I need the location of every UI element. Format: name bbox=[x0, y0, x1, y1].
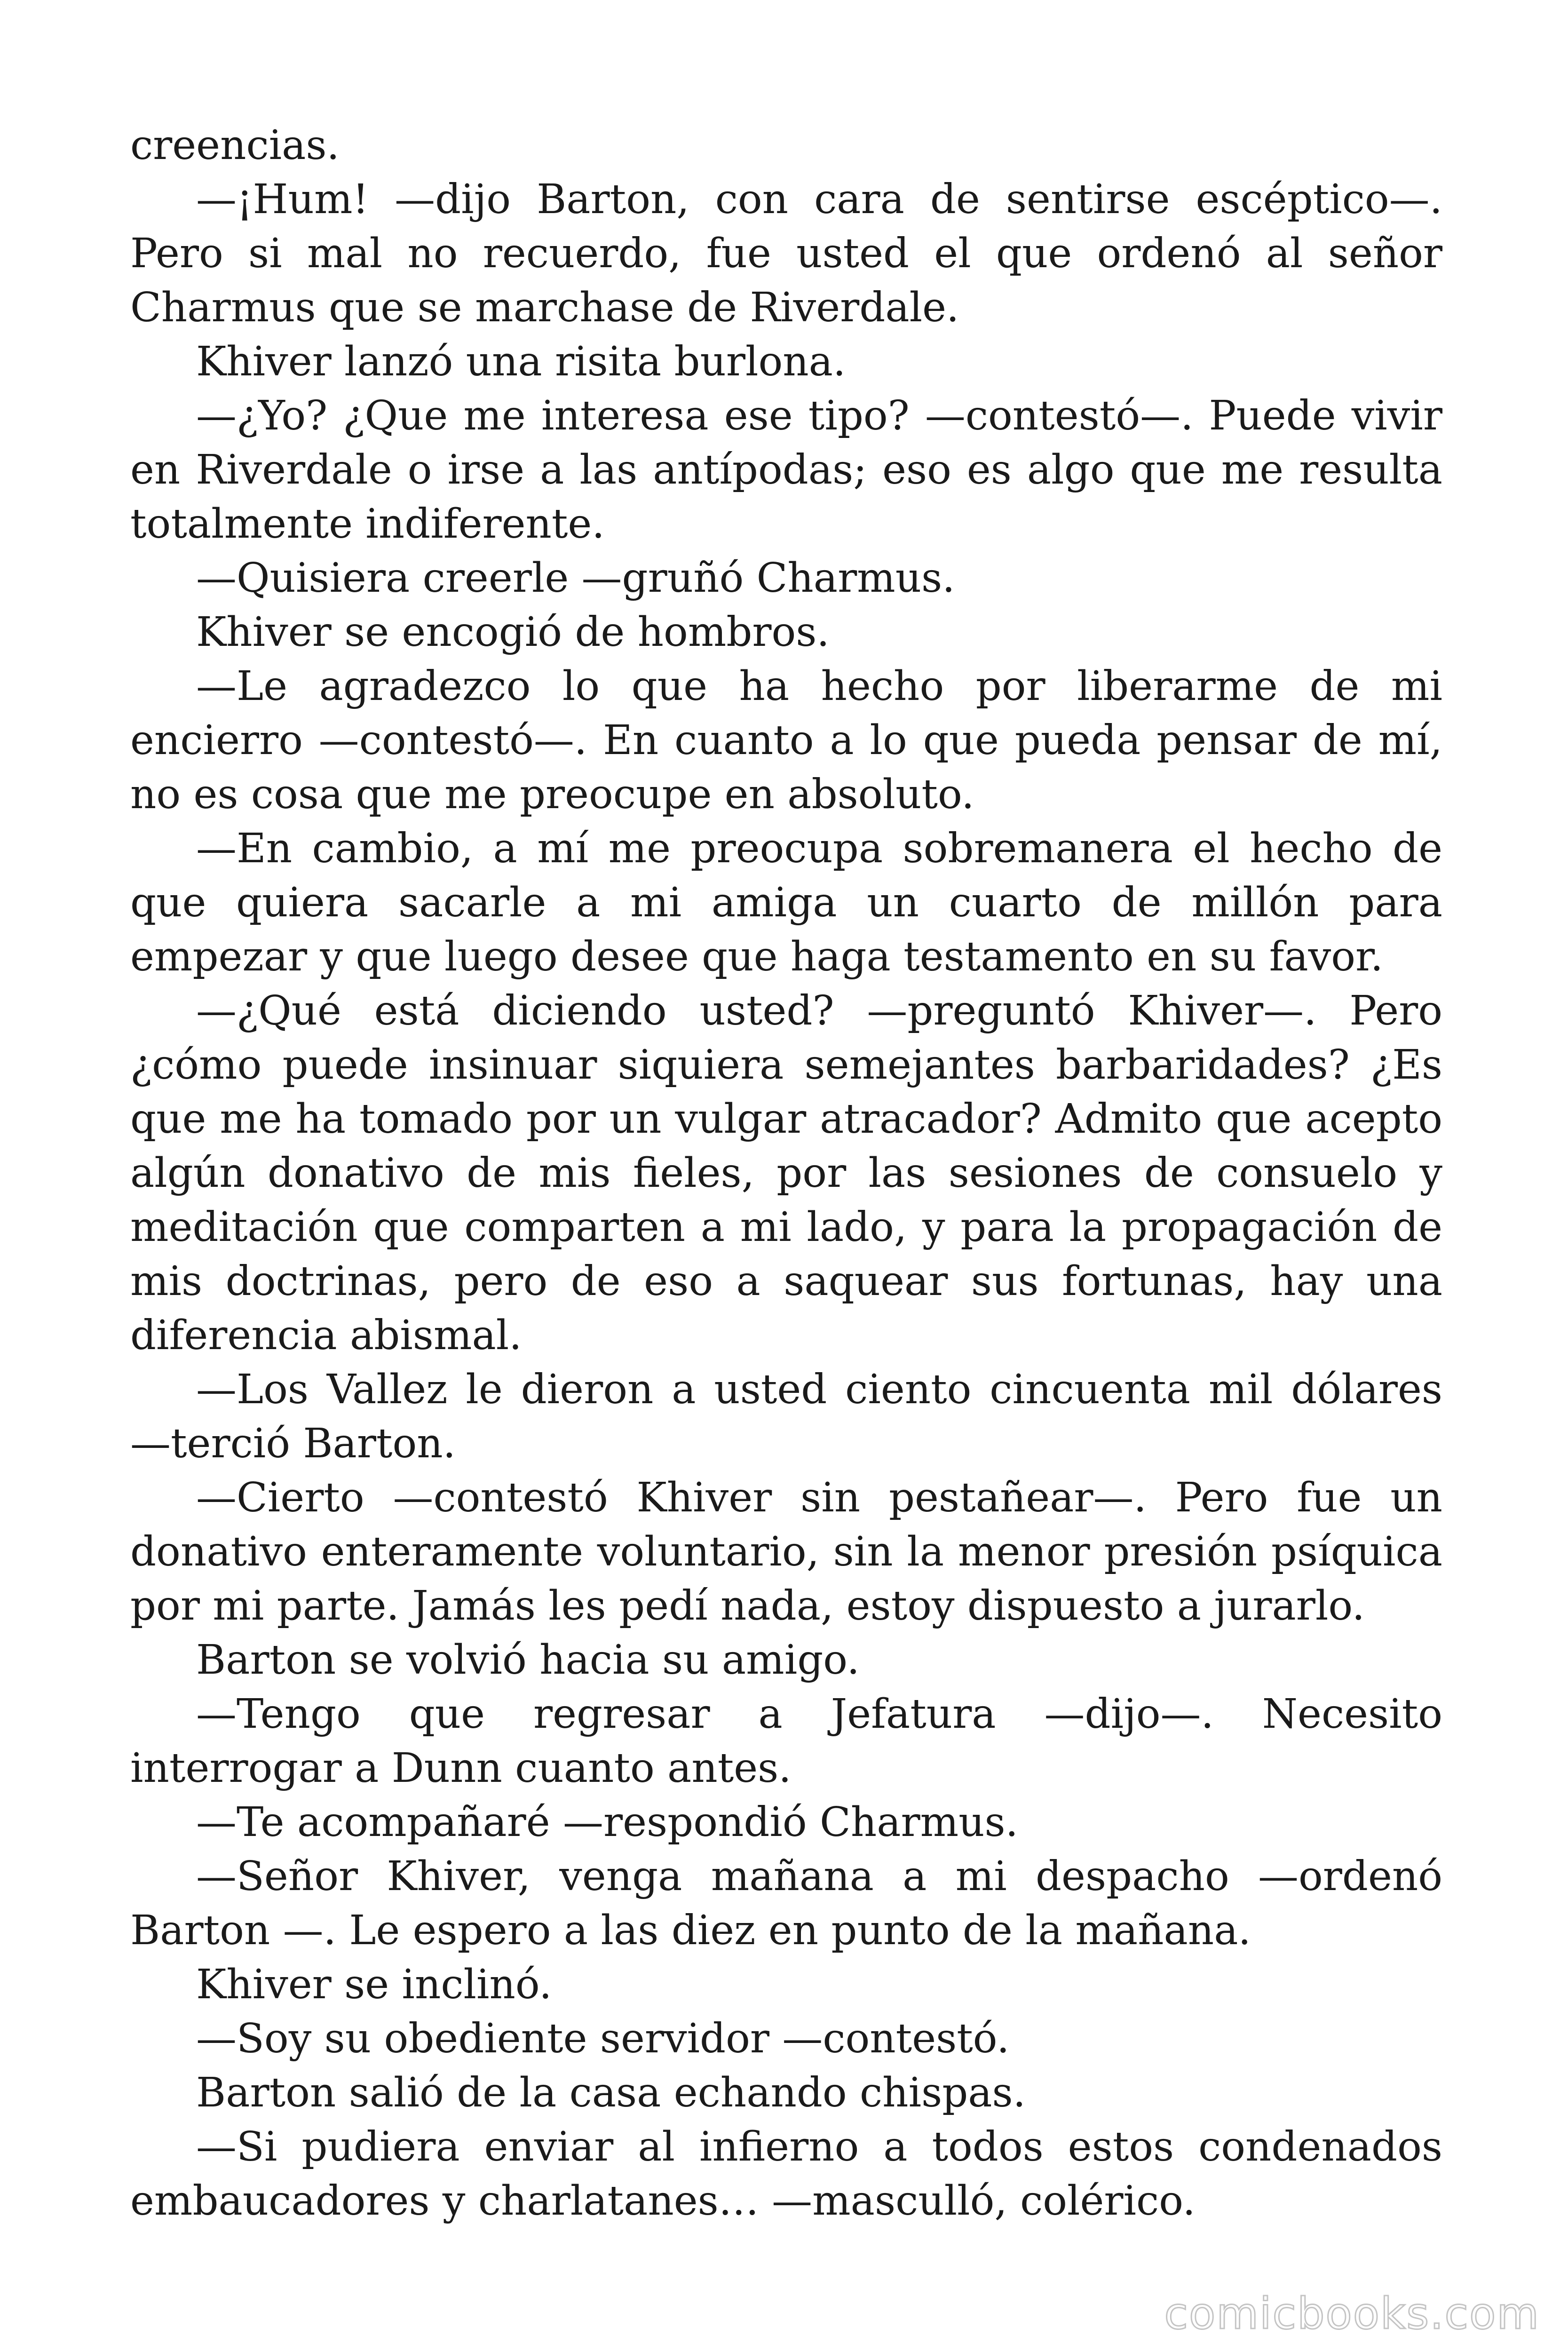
paragraph: Barton salió de la casa echando chispas. bbox=[196, 2069, 1026, 2116]
paragraph: Khiver lanzó una risita burlona. bbox=[196, 338, 846, 385]
paragraph: —¡Hum! —dijo Barton, con cara de sentirse escéptico—. Pero si mal no recuerdo, fue usted el que ordenó al señor Charmus que se marchase de Riverdale. bbox=[130, 176, 1442, 331]
paragraph: —Los Vallez le dieron a usted ciento cincuenta mil dólares —terció Barton. bbox=[130, 1366, 1442, 1467]
paragraph: —¿Yo? ¿Que me interesa ese tipo? —contestó—. Puede vivir en Riverdale o irse a las antípodas; eso es algo que me resulta totalmente indiferente. bbox=[130, 392, 1442, 548]
paragraph: —Le agradezco lo que ha hecho por liberarme de mi encierro —contestó—. En cuanto a lo que pueda pensar de mí, no es cosa que me preocupe en absoluto. bbox=[130, 663, 1442, 818]
paragraph-continuation: creencias. bbox=[130, 122, 340, 169]
paragraph: —Cierto —contestó Khiver sin pestañear—. Pero fue un donativo enteramente voluntario, sin la menor presión psíquica por mi parte. Jamás les pedí nada, estoy dispuesto a jurarlo. bbox=[130, 1474, 1442, 1629]
paragraph: —Soy su obediente servidor —contestó. bbox=[196, 2015, 1010, 2062]
paragraph: Khiver se inclinó. bbox=[196, 1961, 552, 2008]
paragraph: —¿Qué está diciendo usted? —preguntó Khiver—. Pero ¿cómo puede insinuar siquiera semejantes barbaridades? ¿Es que me ha tomado por un vulgar atracador? Admito que acepto algún donativo de mis fieles, por las sesiones de consuelo y meditación que comparten a mi lado, y para la propagación de mis doctrinas, pero de eso a saquear sus fortunas, hay una diferencia abismal. bbox=[130, 987, 1442, 1359]
paragraph: —En cambio, a mí me preocupa sobremanera el hecho de que quiera sacarle a mi amiga un cuarto de millón para empezar y que luego desee que haga testamento en su favor. bbox=[130, 825, 1442, 980]
paragraph: Barton se volvió hacia su amigo. bbox=[196, 1637, 860, 1684]
paragraph: —Tengo que regresar a Jefatura —dijo—. Necesito interrogar a Dunn cuanto antes. bbox=[130, 1691, 1442, 1792]
book-page-text bbox=[130, 119, 1442, 2228]
paragraph: —Señor Khiver, venga mañana a mi despacho —ordenó Barton —. Le espero a las diez en punto de la mañana. bbox=[130, 1853, 1442, 1954]
paragraph: —Quisiera creerle —gruñó Charmus. bbox=[196, 555, 955, 602]
watermark-logo: comicbooks.com bbox=[1164, 2288, 1540, 2339]
paragraph: —Si pudiera enviar al infierno a todos estos condenados embaucadores y charlatanes… —masculló, colérico. bbox=[130, 2123, 1442, 2225]
paragraph: Khiver se encogió de hombros. bbox=[196, 609, 830, 656]
paragraph: —Te acompañaré —respondió Charmus. bbox=[196, 1799, 1019, 1846]
